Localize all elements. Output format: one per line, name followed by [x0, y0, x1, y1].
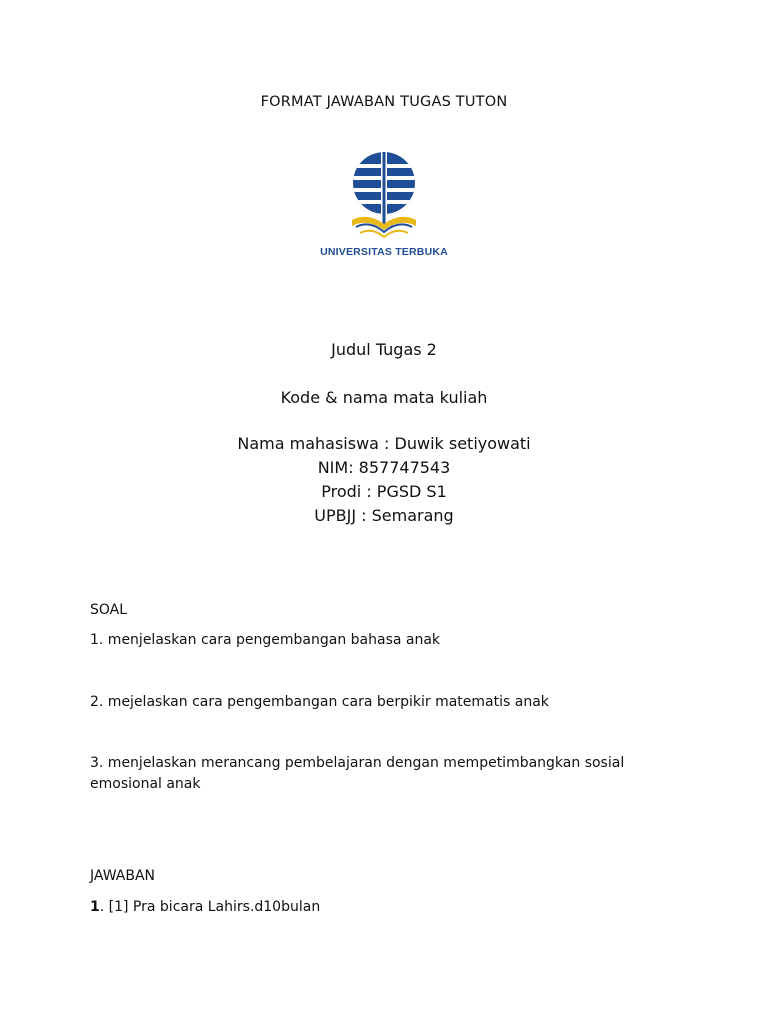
student-upbjj: UPBJJ : Semarang [314, 506, 454, 525]
soal-item-2: 2. mejelaskan cara pengembangan cara berpikir matematis anak [90, 694, 549, 710]
jawaban-item-text: . [1] Pra bicara Lahirs.d10bulan [99, 899, 321, 915]
kode-mata-kuliah: Kode & nama mata kuliah [280, 388, 488, 407]
student-nim: NIM: 857747543 [317, 458, 451, 477]
student-info [0, 432, 768, 528]
soal-item-3: 3. menjelaskan merancang pembelajaran dengan mempetimbangkan sosial emosional anak [90, 755, 625, 792]
jawaban-item-number: 1 [90, 899, 100, 915]
assignment-title [0, 338, 768, 362]
student-prodi: Prodi : PGSD S1 [321, 482, 447, 501]
document-title: FORMAT JAWABAN TUGAS TUTON [260, 94, 508, 110]
jawaban-heading: JAWABAN [90, 868, 156, 884]
university-logo [0, 150, 768, 258]
universitas-terbuka-emblem-icon [348, 150, 420, 240]
soal-heading: SOAL [90, 602, 128, 618]
student-name: Nama mahasiswa : Duwik setiyowati [237, 434, 531, 453]
judul-tugas: Judul Tugas 2 [331, 340, 437, 359]
jawaban-item-1 [90, 897, 690, 918]
soal-item-1: 1. menjelaskan cara pengembangan bahasa anak [90, 632, 441, 648]
course-info [0, 386, 768, 410]
logo-text: UNIVERSITAS TERBUKA [320, 246, 448, 258]
